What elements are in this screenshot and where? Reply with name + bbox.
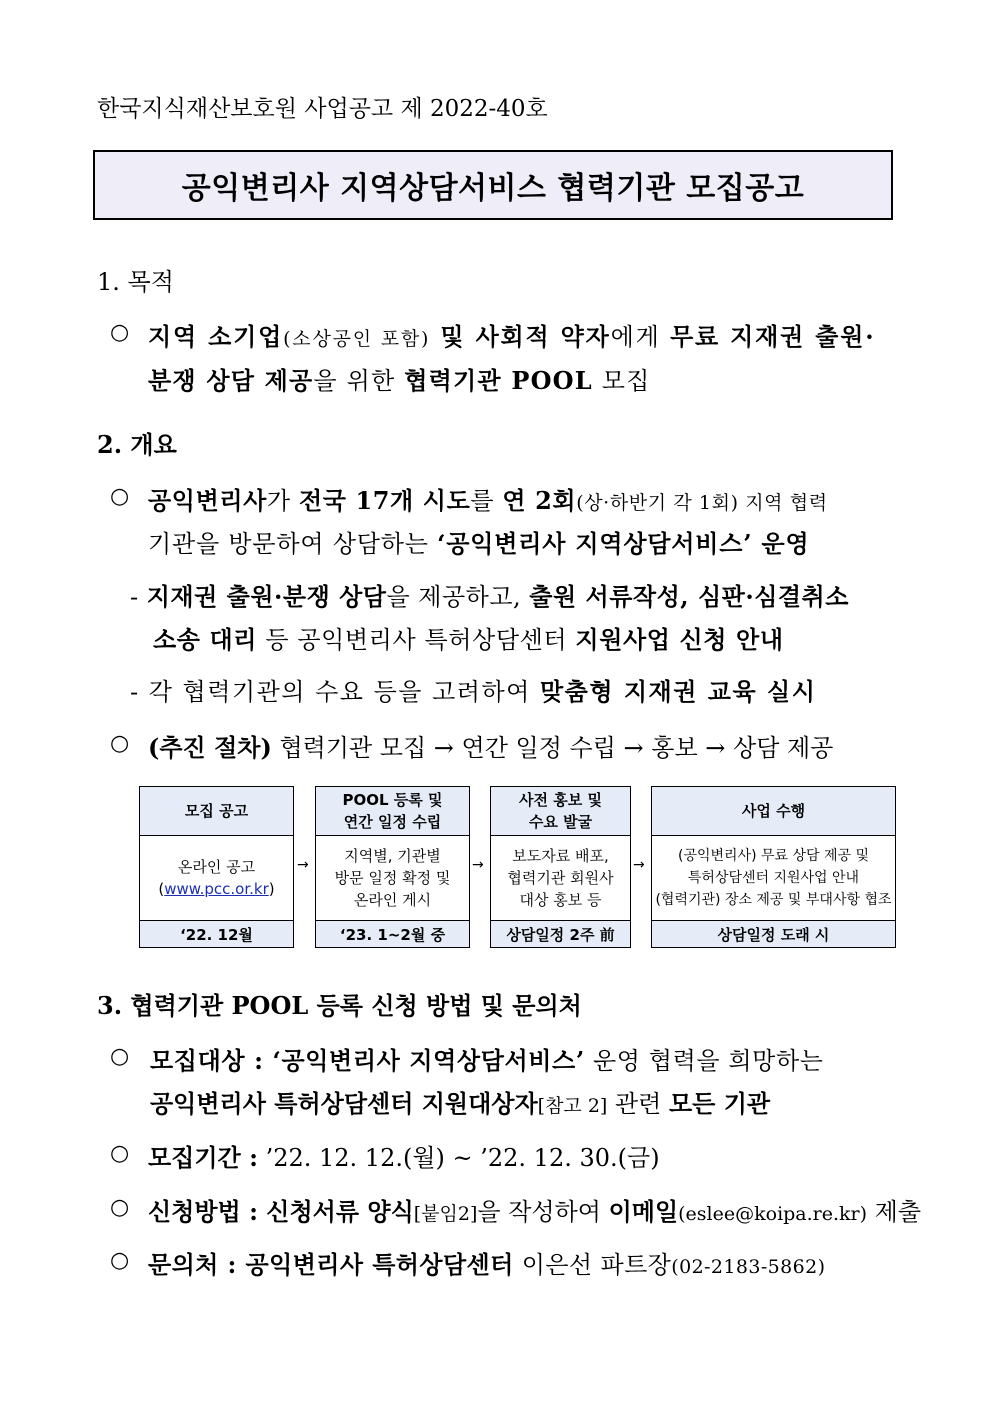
text-strong: 무료 지재권 출원· xyxy=(670,322,876,351)
text-strong: 전국 17개 시도 xyxy=(298,486,471,515)
text-strong: 지재권 출원·분쟁 상담 xyxy=(146,582,387,611)
s2-overview-line-2 xyxy=(148,524,810,559)
text: 을 제공하고, xyxy=(386,583,530,611)
text-strong: 모집기간 : xyxy=(148,1143,258,1172)
s2-detail-1-line-1 xyxy=(130,577,849,612)
text-strong: 분쟁 상담 제공 xyxy=(148,366,314,395)
text-strong: 및 사회적 약자 xyxy=(430,322,611,351)
page-title: 공익변리사 지역상담서비스 협력기관 모집공고 xyxy=(181,171,805,206)
text: 운영 협력을 희망하는 xyxy=(584,1047,824,1075)
text: 을 작성하여 xyxy=(477,1198,609,1226)
flow-box-announce xyxy=(139,786,294,948)
text-strong: 공익변리사 xyxy=(148,486,267,515)
flow-box-body-line: 보도자료 배포, xyxy=(512,847,609,865)
flow-box-body xyxy=(491,835,630,921)
s2-procedure xyxy=(148,728,833,763)
bullet-icon: ○ xyxy=(110,484,130,509)
text: 에게 xyxy=(610,323,671,351)
dash: - xyxy=(130,583,147,611)
s2-overview-line-1 xyxy=(148,481,828,516)
flow-box-body-line: 방문 일정 확정 및 xyxy=(334,869,451,887)
s3-application xyxy=(148,1192,921,1227)
text-strong: 모집대상 : ‘공익변리사 지역상담서비스’ xyxy=(150,1046,585,1075)
flow-box-execution xyxy=(651,786,896,948)
section-1-heading: 1. 목적 xyxy=(97,268,174,296)
text-strong: 문의처 : 공익변리사 특허상담센터 xyxy=(148,1250,514,1279)
text-strong: 맞춤형 지재권 교육 실시 xyxy=(539,677,817,706)
text: 을 위한 xyxy=(313,367,405,395)
flow-box-body-line: 온라인 공고 xyxy=(177,858,256,876)
s2-detail-2 xyxy=(130,672,816,707)
flow-box-header xyxy=(652,787,895,836)
text-strong: 출원 서류작성, 심판·심결취소 xyxy=(529,582,849,611)
text: 모집 xyxy=(592,367,651,395)
text: 제출 xyxy=(867,1198,922,1226)
title-box xyxy=(93,150,893,220)
notice-number: 한국지식재산보호원 사업공고 제 2022-40호 xyxy=(97,96,548,122)
text-note: [참고 2] xyxy=(537,1095,608,1117)
flow-box-body-line: 대상 홍보 등 xyxy=(519,891,602,909)
text: 협력기관 모집 → 연간 일정 수립 → 홍보 → 상담 제공 xyxy=(271,734,834,762)
text-strong: 모든 기관 xyxy=(668,1089,771,1118)
flow-box-body-line: 협력기관 회원사 xyxy=(507,869,614,887)
website-link[interactable]: (www.pcc.or.kr) xyxy=(158,880,275,898)
flow-box-header xyxy=(316,787,469,836)
flow-box-header xyxy=(491,787,630,836)
text-strong: 협력기관 POOL xyxy=(404,366,593,395)
email-address: (eslee@koipa.re.kr) xyxy=(678,1203,868,1225)
text-strong: ‘공익변리사 지역상담서비스’ 운영 xyxy=(437,529,810,558)
text: 기관을 방문하여 상담하는 xyxy=(148,530,438,558)
text-strong: 연 2회 xyxy=(502,486,577,515)
text: - 각 협력기관의 수요 등을 고려하여 xyxy=(130,678,540,706)
text-note: (소상공인 포함) xyxy=(283,328,431,350)
website-url[interactable]: www.pcc.or.kr xyxy=(164,880,269,898)
text: 관련 xyxy=(607,1090,669,1118)
section-3-heading: 3. 협력기관 POOL 등록 신청 방법 및 문의처 xyxy=(97,991,582,1020)
s3-target-line-1 xyxy=(150,1041,824,1076)
text: 를 xyxy=(470,487,503,515)
section-2-heading: 2. 개요 xyxy=(97,430,177,459)
flow-box-body xyxy=(316,835,469,921)
s3-contact xyxy=(148,1245,825,1280)
s1-purpose-line-2 xyxy=(148,361,650,396)
text-strong: 소송 대리 xyxy=(153,625,258,654)
text: 이은선 파트장 xyxy=(513,1251,672,1279)
text: 가 xyxy=(266,487,299,515)
flow-box-promotion xyxy=(490,786,631,948)
flow-box-timing: 상담일정 도래 시 xyxy=(652,920,895,947)
s2-detail-1-line-2 xyxy=(153,620,784,655)
flow-box-header-line: 사업 수행 xyxy=(741,802,806,820)
flow-box-body xyxy=(652,835,895,921)
flow-box-pool-register xyxy=(315,786,470,948)
text-strong: 신청방법 : 신청서류 양식 xyxy=(148,1197,414,1226)
text: 등 공익변리사 특허상담센터 xyxy=(257,626,576,654)
flow-box-timing: ‘23. 1~2월 중 xyxy=(316,920,469,947)
bullet-icon: ○ xyxy=(110,320,130,345)
flow-box-body xyxy=(140,835,293,921)
flow-box-timing: ‘22. 12월 xyxy=(140,920,293,947)
bullet-icon: ○ xyxy=(110,731,130,756)
s3-target-line-2 xyxy=(150,1084,770,1119)
flow-box-header xyxy=(140,787,293,836)
flow-box-timing: 상담일정 2주 前 xyxy=(491,920,630,947)
text-note: (상·하반기 각 1회) 지역 협력 xyxy=(576,492,828,514)
flow-arrow-icon: → xyxy=(633,857,645,873)
phone-number: (02-2183-5862) xyxy=(671,1256,826,1278)
bullet-icon: ○ xyxy=(110,1141,130,1166)
text-strong: 공익변리사 특허상담센터 지원대상자 xyxy=(150,1089,538,1118)
text-strong: (추진 절차) xyxy=(148,733,272,762)
flow-box-header-line: 모집 공고 xyxy=(184,802,249,820)
flow-box-body-line: (공익변리사) 무료 상담 제공 및 xyxy=(677,848,869,864)
flow-arrow-icon: → xyxy=(297,857,309,873)
flow-box-body-line: (협력기관) 장소 제공 및 부대사항 협조 xyxy=(655,892,892,908)
flow-box-body-line: 특허상담센터 지원사업 안내 xyxy=(687,870,860,886)
flow-box-header-line: POOL 등록 및 xyxy=(342,791,443,809)
text: ’22. 12. 12.(월) ~ ’22. 12. 30.(금) xyxy=(257,1144,660,1172)
flow-box-header-line: 연간 일정 수립 xyxy=(343,813,442,831)
text-strong: 이메일 xyxy=(608,1197,679,1226)
text-strong: 지역 소기업 xyxy=(148,322,284,351)
s1-purpose-line-1 xyxy=(148,317,875,352)
flow-box-header-line: 수요 발굴 xyxy=(528,813,593,831)
flow-arrow-icon: → xyxy=(472,857,484,873)
bullet-icon: ○ xyxy=(110,1195,130,1220)
bullet-icon: ○ xyxy=(110,1248,130,1273)
flow-box-body-line: 온라인 게시 xyxy=(353,891,432,909)
text-note: [붙임2] xyxy=(413,1203,478,1225)
bullet-icon: ○ xyxy=(110,1044,130,1069)
flow-box-header-line: 사전 홍보 및 xyxy=(519,791,602,809)
s3-period xyxy=(148,1138,660,1173)
flow-box-body-line: 지역별, 기관별 xyxy=(344,847,441,865)
text-strong: 지원사업 신청 안내 xyxy=(575,625,784,654)
